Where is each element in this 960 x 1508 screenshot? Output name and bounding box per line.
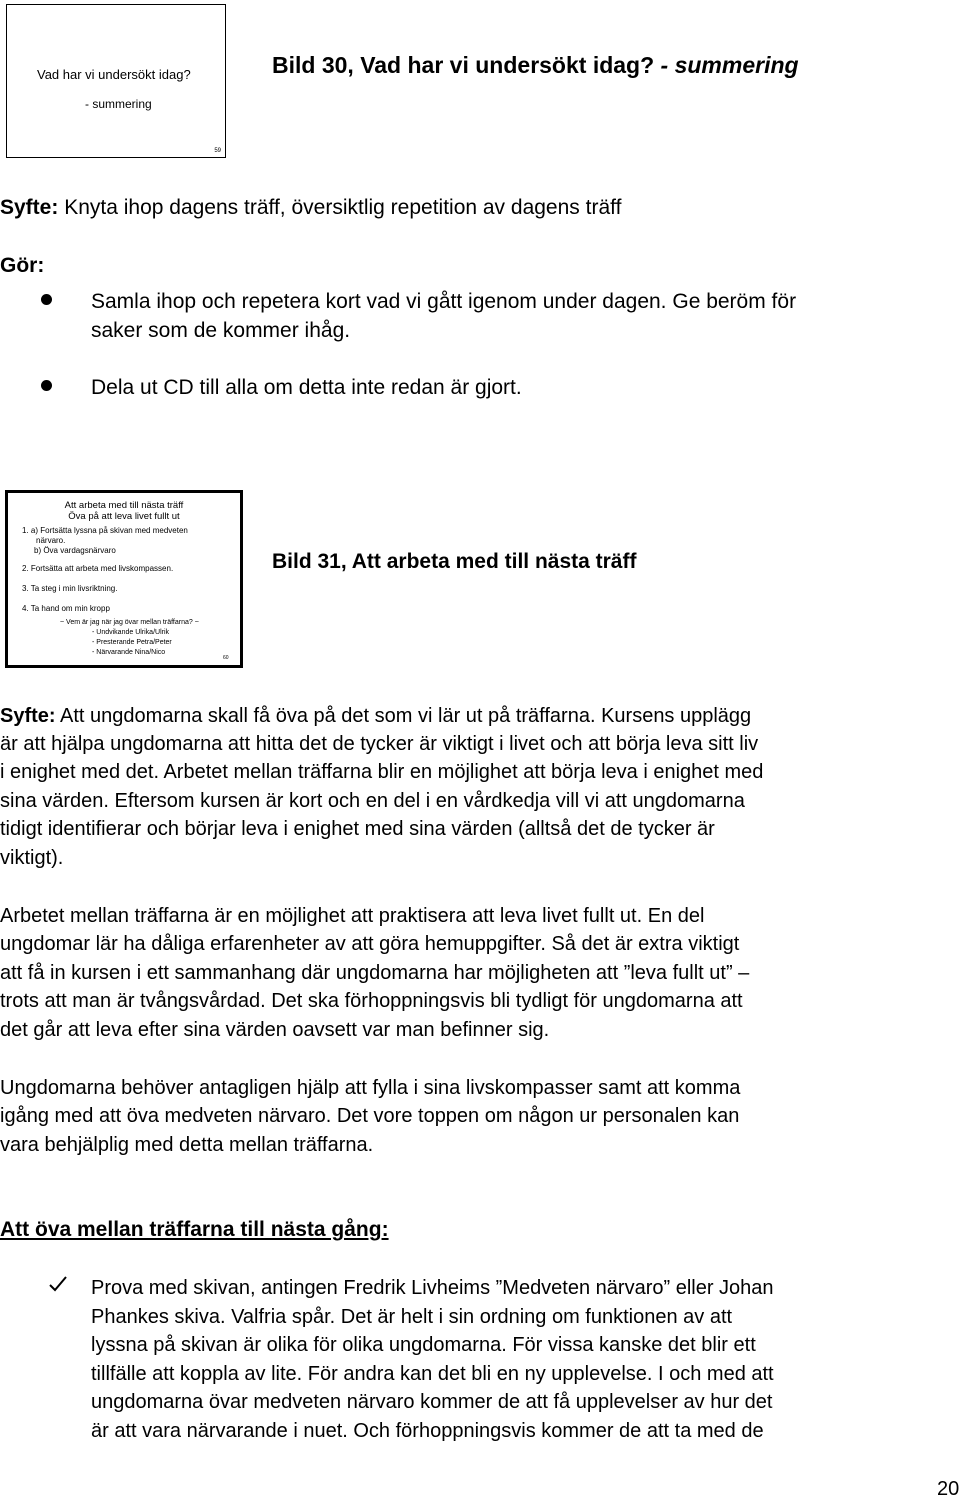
do-label: Gör:: [0, 254, 45, 277]
para-2-line-5: det går att leva efter sina värden oavsett var man befinner sig.: [0, 1019, 550, 1041]
bullet-1-line-1: Samla ihop och repetera kort vad vi gått igenom under dagen. Ge beröm för: [91, 290, 797, 313]
heading-slide-31: Bild 31, Att arbeta med till nästa träff: [272, 550, 637, 573]
purpose-1-text: Knyta ihop dagens träff, översiktlig repetition av dagens träff: [58, 196, 622, 219]
slide-30-thumbnail: [6, 4, 226, 158]
slide-31-item-1b: b) Öva vardagsnärvaro: [34, 546, 116, 555]
slide-31-item-1a-cont: närvaro.: [36, 536, 66, 545]
purpose-2-line-4: sina värden. Eftersom kursen är kort och en del i en vårdkedja vill vi att ungdomarna: [0, 790, 745, 812]
slide-31-question: ~ Vem är jag när jag övar mellan träffarna? ~: [60, 619, 199, 626]
para-2-line-2: ungdomar lär ha dåliga erfarenheter av att göra hemuppgifter. Så det är extra viktigt: [0, 933, 740, 955]
slide-31-title-2: Öva på att leva livet fullt ut: [68, 511, 180, 522]
purpose-2-line-1: [0, 702, 751, 731]
purpose-1-label: Syfte:: [0, 196, 59, 219]
section-heading: Att öva mellan träffarna till nästa gång:: [0, 1218, 389, 1241]
heading-slide-30-italic: - summering: [660, 52, 799, 78]
purpose-1: [0, 193, 621, 222]
slide-31-role-1: - Undvikande Ulrika/Ulrik: [92, 629, 170, 636]
purpose-2-line-5: tidigt identifierar och börjar leva i enighet med sina värden (alltså det de tycker är: [0, 818, 715, 840]
slide-30-subtitle: - summering: [85, 97, 152, 111]
heading-slide-30-main: Bild 30, Vad har vi undersökt idag?: [272, 52, 661, 78]
bullet-1-line-2: saker som de kommer ihåg.: [91, 319, 351, 342]
checkmark-icon: [48, 1274, 68, 1300]
para-2-line-3: att få in kursen i ett sammanhang där ungdomarna har möjligheten att ”leva fullt ut” –: [0, 962, 750, 984]
check-line-4: tillfälle att koppla av lite. För andra kan det bli en ny upplevelse. I och med att: [91, 1363, 774, 1385]
page-number: 20: [937, 1478, 960, 1500]
para-3-line-1: Ungdomarna behöver antagligen hjälp att fylla i sina livskompasser samt att komma: [0, 1077, 741, 1099]
slide-31-item-1a: 1. a) Fortsätta lyssna på skivan med medveten: [22, 526, 188, 535]
slide-31-item-2: 2. Fortsätta att arbeta med livskompassen.: [22, 564, 174, 573]
purpose-2-line-2: är att hjälpa ungdomarna att hitta det de tycker är viktigt i livet och att börja leva sitt liv: [0, 733, 759, 755]
check-line-1: Prova med skivan, antingen Fredrik Livheims ”Medveten närvaro” eller Johan: [91, 1277, 774, 1299]
para-3-line-2: igång med att öva medveten närvaro. Det vore toppen om någon ur personalen kan: [0, 1105, 740, 1127]
slide-31-thumbnail: [5, 490, 243, 668]
para-2-line-4: trots att man är tvångsvårdad. Det ska förhoppningsvis bli tydligt för ungdomarna att: [0, 990, 743, 1012]
heading-slide-30: [272, 52, 799, 79]
slide-31-item-3: 3. Ta steg i min livsriktning.: [22, 584, 118, 593]
check-line-2: Phankes skiva. Valfria spår. Det är helt i sin ordning om funktionen av att: [91, 1306, 733, 1328]
slide-30-title: Vad har vi undersökt idag?: [37, 67, 191, 82]
checkmark-icon-svg: [48, 1274, 68, 1294]
bullet-dot-icon: [41, 294, 52, 305]
slide-30-number: 59: [214, 148, 221, 154]
purpose-2-text: Att ungdomarna skall få öva på det som vi lär ut på träffarna. Kursens upplägg: [55, 705, 752, 727]
para-2-line-1: Arbetet mellan träffarna är en möjlighet att praktisera att leva livet fullt ut. En del: [0, 905, 705, 927]
check-line-6: är att vara närvarande i nuet. Och förhoppningsvis kommer de att ta med de: [91, 1420, 764, 1442]
slide-31-title-1: Att arbeta med till nästa träff: [64, 500, 184, 511]
slide-31-item-4: 4. Ta hand om min kropp: [22, 604, 110, 613]
bullet-dot-icon: [41, 380, 52, 391]
purpose-2-line-3: i enighet med det. Arbetet mellan träffarna blir en möjlighet att börja leva i enighet med: [0, 761, 764, 783]
check-line-5: ungdomarna övar medveten närvaro kommer de att få upplevelser av hur det: [91, 1391, 773, 1413]
slide-31-role-3: - Närvarande Nina/Nico: [92, 649, 166, 656]
bullet-2: Dela ut CD till alla om detta inte redan är gjort.: [91, 376, 522, 399]
purpose-2-line-6: viktigt).: [0, 847, 64, 869]
slide-31-role-2: - Presterande Petra/Peter: [92, 639, 172, 646]
para-3-line-3: vara behjälplig med detta mellan träffarna.: [0, 1134, 374, 1156]
purpose-2-label: Syfte:: [0, 705, 56, 727]
slide-31-number: 60: [223, 655, 229, 661]
check-line-3: lyssna på skivan är olika för olika ungdomarna. För vissa kanske det blir ett: [91, 1334, 756, 1356]
